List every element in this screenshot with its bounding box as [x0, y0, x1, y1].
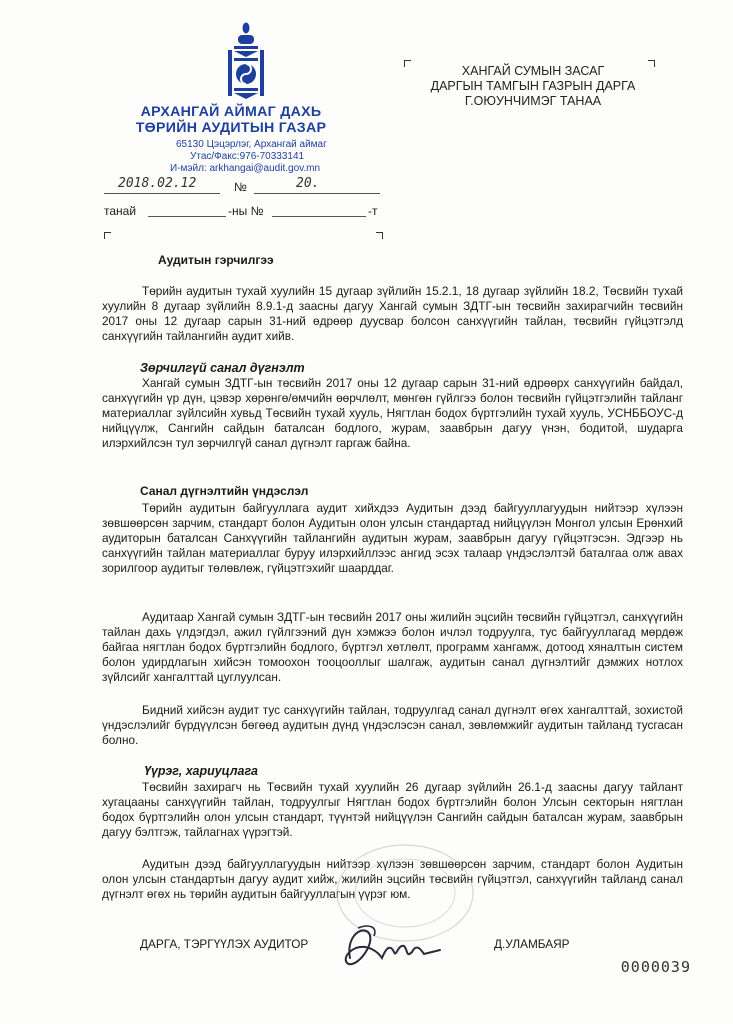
intro-paragraph: Төрийн аудитын тухай хуулийн 15 дугаар зүйлийн 15.2.1, 18 дугаар зүйлийн 18.2, Төсвийн тухай хуулийн 8 дугаар зүйлийн 8.9.1-д заасны дагуу Хангай сумын ЗДТГ-ын төсвийн захирагчийн төсвийн 2017 оны 12 дугаар сарын 31-ний өдрөөр дуусвар болсон санхүүгийн тайлан, төсвийн гүйцэтгэлд санхүүгийн тайлангийн аудит хийв.	[102, 284, 683, 343]
section1-heading: Зөрчилгүй санал дүгнэлт	[140, 361, 305, 375]
org-phone: Утас/Факс:976-70333141	[190, 151, 305, 162]
ref-prefix: танай	[104, 204, 137, 218]
serial-number: 0000039	[620, 958, 691, 976]
recipient-line1: ХАНГАЙ СУМЫН ЗАСАГ	[461, 64, 605, 78]
ref-middle: -ны №	[228, 204, 264, 218]
ref-number-underline	[272, 215, 366, 217]
corner-mark	[104, 232, 111, 239]
section2-para1: Төрийн аудитын байгууллага аудит хийхдээ Аудитын дээд байгууллагуудын нийтээр хүлээн зөвшөөрсөн зарчим, стандарт болон Аудитын олон улсын стандартад нийцүүлэн Монгол улсын Ерөнхий аудиторын баталсан Санхүүгийн тайлангийн аудитын журам, заавбрын дагуу гүйцэтгэсэн. Эдгээр нь санхүүгийн тайлан материаллаг буруу илэрхийллээс ангид эсэх талаар үндэслэлтэй баталгаа олж авах зорилгоор аудитыг төлөвлөж, гүйцэтгэхийг шаарддаг.	[102, 501, 683, 575]
signatory-name: Д.УЛАМБАЯР	[494, 937, 570, 951]
signatory-title: ДАРГА, ТЭРГҮҮЛЭХ АУДИТОР	[140, 937, 309, 951]
handwritten-date: 2018.02.12	[118, 176, 197, 191]
section1-text: Хангай сумын ЗДТГ-ын төсвийн 2017 оны 12 дугаар сарын 31-ний өдрөөрх санхүүгийн байдал, санхүүгийн үр дүн, цэвэр хөрөнгө/өмчийн өөрчлөлт, мөнгөн гүйлгээ болон төсвийн гүйцэтгэлийн тайланг материаллаг зүйлсийн хувьд Төсвийн тухай хууль, Нягтлан бодох бүртгэлийн тухай хууль, УСНББОУС-д нийцүүлж, Сангийн сайдын баталсан бодлого, журам, заавбрын дагуу үнэн, бодитой, шударга илэрхийлсэн тул зөрчилгүй санал дүгнэлт гаргаж байна.	[102, 376, 683, 450]
ref-date-underline	[148, 215, 226, 217]
number-label: №	[234, 180, 247, 194]
corner-mark	[376, 232, 383, 239]
soyombo-emblem-icon	[224, 22, 268, 104]
handwritten-signature-icon	[338, 918, 448, 976]
handwritten-number: 20.	[296, 176, 320, 191]
recipient-block	[408, 64, 658, 109]
section2-para3: Бидний хийсэн аудит тус санхүүгийн тайлан, тодруулгад санал дүгнэлт өгөх хангалттай, зохистой үндэслэлийг бүрдүүлсэн бөгөөд аудитын дүнд үндэслэсэн санал, зөвлөмжийг аудитын тайланд тусгасан болно.	[102, 703, 683, 747]
section3-para1: Төсвийн захирагч нь Төсвийн тухай хуулийн 26 дугаар зүйлийн 26.1-д заасны дагуу тайлант хугацааны санхүүгийн тайлан, тодруулгыг Нягтлан бодох бүртгэлийн болон Улсын секторын нягтлан бодох бүртгэлийн олон улсын стандарт, түүнтэй нийцүүлэн Сангийн сайдын баталсан журам, заавбрын дагуу бэлтгэж, тайлагнах үүрэгтэй.	[102, 780, 683, 839]
recipient-line2: ДАРГЫН ТАМГЫН ГАЗРЫН ДАРГА	[430, 79, 636, 93]
org-name-line1: АРХАНГАЙ АЙМАГ ДАХЬ	[140, 104, 322, 120]
section2-para2: Аудитаар Хангай сумын ЗДТГ-ын төсвийн 2017 оны жилийн эцсийн төсвийн гүйцэтгэл, санхүүгийн тайлан дахь үлдэгдэл, ажил гүйлгээний дүн хэмжээ болон ичлэл тодруулга, тус байгууллагад мөрдөж байгаа нягтлан бодох бүртгэлийн бодлого, бүртгэл хөтлөлт, программ хангамж, дотоод хяналтын систем болон удирдлагын хийсэн томоохон тооцооллыг шалгаж, аудитын санал дүгнэлтийг дэмжих нотлох зүйлсийг хангалттай цуглуулсан.	[102, 610, 683, 684]
recipient-line3: Г.ОЮУНЧИМЭГ ТАНАА	[464, 94, 602, 108]
section3-heading: Үүрэг, хариуцлага	[144, 764, 258, 778]
date-underline	[104, 192, 220, 194]
org-address: 65130 Цэцэрлэг, Архангай аймаг	[176, 139, 327, 150]
ref-suffix: -т	[368, 204, 378, 218]
org-email: И-мэйл: arkhangai@audit.gov.mn	[170, 163, 321, 174]
document-title: Аудитын гэрчилгээ	[158, 253, 274, 267]
org-name-line2: ТӨРИЙН АУДИТЫН ГАЗАР	[135, 120, 327, 136]
section2-heading: Санал дүгнэлтийн үндэслэл	[140, 484, 309, 498]
section3-para2: Аудитын дээд байгууллагуудын нийтээр хүлээн зөвшөөрсөн зарчим, стандарт болон Аудитын олон улсын стандартын дагуу аудит хийж, жилийн эцсийн төсвийн гүйцэтгэл, санхүүгийн тайланд санал дүгнэлт өгөх нь төрийн аудитын байгууллагын үүрэг юм.	[102, 857, 683, 901]
number-underline	[254, 192, 380, 194]
